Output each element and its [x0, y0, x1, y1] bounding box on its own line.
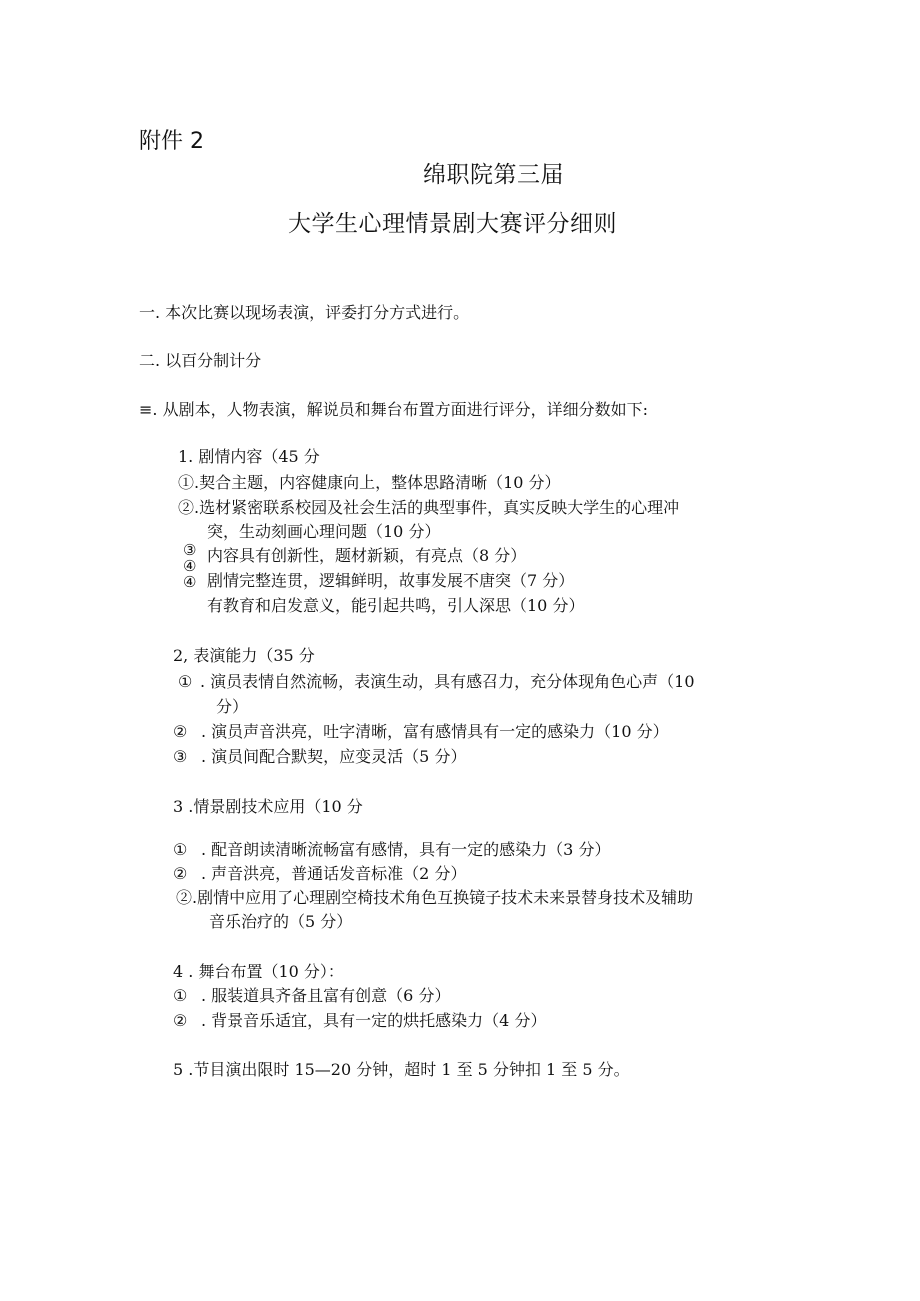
attachment-label: 附件 2	[139, 129, 204, 154]
title-line-2: 大学生心理情景剧大赛评分细则	[288, 211, 617, 237]
section-1-heading: 1. 剧情内容（45 分	[178, 447, 320, 466]
section-3-heading: 3 .情景剧技术应用（10 分	[173, 797, 363, 816]
item-text: . 服装道具齐备且富有创意（6 分）	[201, 986, 451, 1005]
item-text: . 演员间配合默契，应变灵活（5 分）	[201, 747, 467, 766]
general-rule-1: 一. 本次比赛以现场表演，评委打分方式进行。	[139, 303, 470, 322]
item-text: 契合主题，内容健康向上，整体思路清晰（10 分）	[199, 473, 561, 492]
item-marker: ①.	[178, 473, 200, 492]
section-1-item-1	[178, 470, 561, 493]
section-2-heading: 2, 表演能力（35 分	[173, 646, 315, 665]
item-text: 选材紧密联系校园及社会生活的典型事件，真实反映大学生的心理冲	[199, 498, 680, 517]
item-text: 剧情中应用了心理剧空椅技术角色互换镜子技术未来景替身技术及辅助	[197, 888, 694, 907]
section-2-item-3	[173, 744, 466, 767]
section-2-item-1	[178, 669, 695, 692]
section-3-item-3-cont: 音乐治疗的（5 分）	[209, 912, 353, 931]
item-marker: ④	[183, 557, 197, 575]
section-5-heading: 5 .节目演出限时 15—20 分钟，超时 1 至 5 分钟扣 1 至 5 分。	[173, 1060, 630, 1079]
section-2-item-1-cont: 分）	[216, 697, 249, 716]
item-marker: ②	[173, 864, 188, 883]
item-text: . 背景音乐适宜，具有一定的烘托感染力（4 分）	[201, 1011, 547, 1030]
section-1-item-2	[178, 495, 679, 518]
section-3-item-2	[173, 861, 466, 884]
item-marker: ①	[173, 986, 188, 1005]
section-1-item-3: 内容具有创新性，题材新颖，有亮点（8 分）	[207, 546, 527, 565]
section-1-item-5: 有教育和启发意义，能引起共鸣，引人深思（10 分）	[207, 596, 585, 615]
section-1-item-4: 剧情完整连贯，逻辑鲜明，故事发展不唐突（7 分）	[207, 571, 575, 590]
item-marker: ②	[173, 722, 188, 741]
item-marker: ④	[183, 573, 197, 591]
section-3-item-1	[173, 837, 610, 860]
item-marker: ②.	[176, 888, 198, 907]
section-4-item-2	[173, 1008, 546, 1031]
item-marker: ③	[173, 747, 188, 766]
general-rule-2: 二. 以百分制计分	[139, 351, 262, 370]
title-line-1: 绵职院第三届	[423, 162, 564, 188]
item-text: . 配音朗读清晰流畅富有感情，具有一定的感染力（3 分）	[201, 840, 611, 859]
item-text: . 声音洪亮，普通话发音标准（2 分）	[201, 864, 467, 883]
section-2-item-2	[173, 719, 669, 742]
item-marker: ②	[173, 1011, 188, 1030]
item-marker: ③	[183, 541, 197, 559]
item-marker: ①	[173, 840, 188, 859]
item-text: . 演员表情自然流畅，表演生动，具有感召力，充分体现角色心声（10	[200, 672, 695, 691]
section-1-item-2-cont: 突，生动刻画心理问题（10 分）	[207, 522, 441, 541]
circled-marker-stack	[183, 542, 203, 590]
item-text: . 演员声音洪亮，吐字清晰，富有感情具有一定的感染力（10 分）	[201, 722, 669, 741]
section-3-item-3	[176, 885, 693, 908]
item-marker: ②.	[178, 498, 200, 517]
section-4-heading: 4 . 舞台布置（10 分）：	[173, 962, 344, 981]
section-4-item-1	[173, 983, 450, 1006]
general-rule-3: ≡. 从剧本，人物表演，解说员和舞台布置方面进行评分，详细分数如下:	[139, 400, 648, 419]
item-marker: ①	[178, 672, 193, 691]
